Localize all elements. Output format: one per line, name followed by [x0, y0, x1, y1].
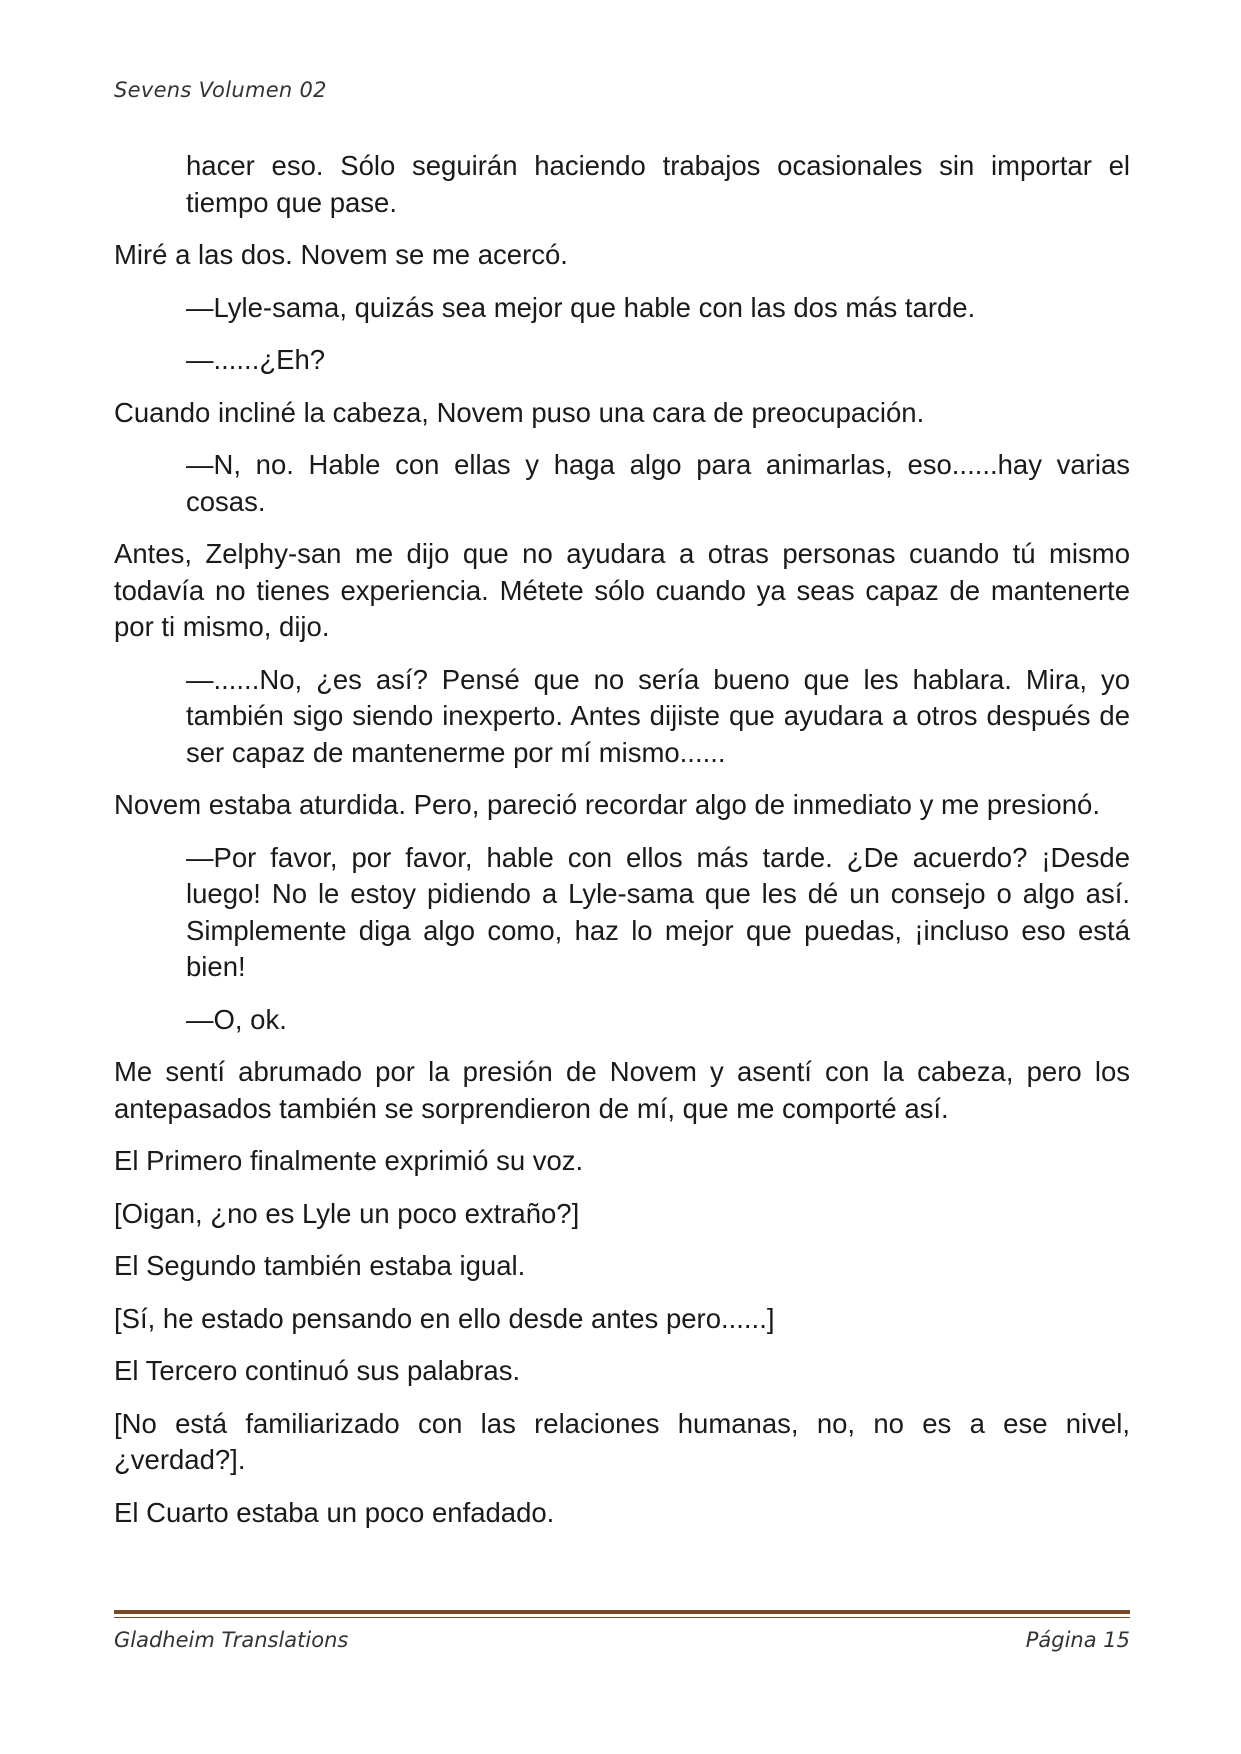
paragraph: —N, no. Hable con ellas y haga algo para animarlas, eso......hay varias cosas. — [186, 449, 1130, 517]
paragraph: Cuando incliné la cabeza, Novem puso una cara de preocupación. — [114, 396, 925, 428]
paragraph: El Tercero continuó sus palabras. — [114, 1355, 521, 1386]
running-header: Sevens Volumen 02 — [114, 78, 327, 102]
paragraph: Me sentí abrumado por la presión de Novem y asentí con la cabeza, pero los antepasados también se sorprendieron de mí, que me comporté así. — [114, 1056, 1130, 1124]
paragraph: —O, ok. — [186, 1003, 287, 1035]
paragraph: El Segundo también estaba igual. — [114, 1250, 526, 1281]
paragraph: —Lyle-sama, quizás sea mejor que hable con las dos más tarde. — [186, 291, 976, 323]
paragraph: hacer eso. Sólo seguirán haciendo trabajos ocasionales sin importar el tiempo que pase. — [186, 150, 1130, 218]
paragraph: El Primero finalmente exprimió su voz. — [114, 1145, 584, 1176]
paragraph: Novem estaba aturdida. Pero, pareció recordar algo de inmediato y me presionó. — [114, 789, 1100, 820]
paragraph: El Cuarto estaba un poco enfadado. — [114, 1496, 555, 1528]
paragraph: —......No, ¿es así? Pensé que no sería bueno que les hablara. Mira, yo también sigo siendo inexperto. Antes dijiste que ayudara a otros después de ser capaz de mantenerme por mí mismo...... — [186, 663, 1130, 768]
footer-page-number: Página 15 — [1025, 1628, 1130, 1652]
paragraph: Miré a las dos. Novem se me acercó. — [114, 239, 568, 270]
paragraph: [Oigan, ¿no es Lyle un poco extraño?] — [114, 1197, 580, 1229]
paragraph: —......¿Eh? — [186, 344, 326, 375]
footer-rule-thin — [114, 1617, 1130, 1618]
footer-rule-thick — [114, 1610, 1130, 1614]
paragraph: [No está familiarizado con las relaciones humanas, no, no es a ese nivel, ¿verdad?]. — [114, 1407, 1130, 1475]
body-text — [114, 148, 1130, 1547]
paragraph: [Sí, he estado pensando en ello desde antes pero......] — [114, 1302, 775, 1334]
paragraph: Antes, Zelphy-san me dijo que no ayudara a otras personas cuando tú mismo todavía no tienes experiencia. Métete sólo cuando ya seas capaz de mantenerte por ti mismo, dijo. — [114, 538, 1130, 642]
paragraph: —Por favor, por favor, hable con ellos más tarde. ¿De acuerdo? ¡Desde luego! No le estoy pidiendo a Lyle-sama que les dé un consejo o algo así. Simplemente diga algo como, haz lo mejor que puedas, ¡incluso eso está bien! — [186, 841, 1130, 982]
footer-publisher: Gladheim Translations — [114, 1628, 349, 1652]
